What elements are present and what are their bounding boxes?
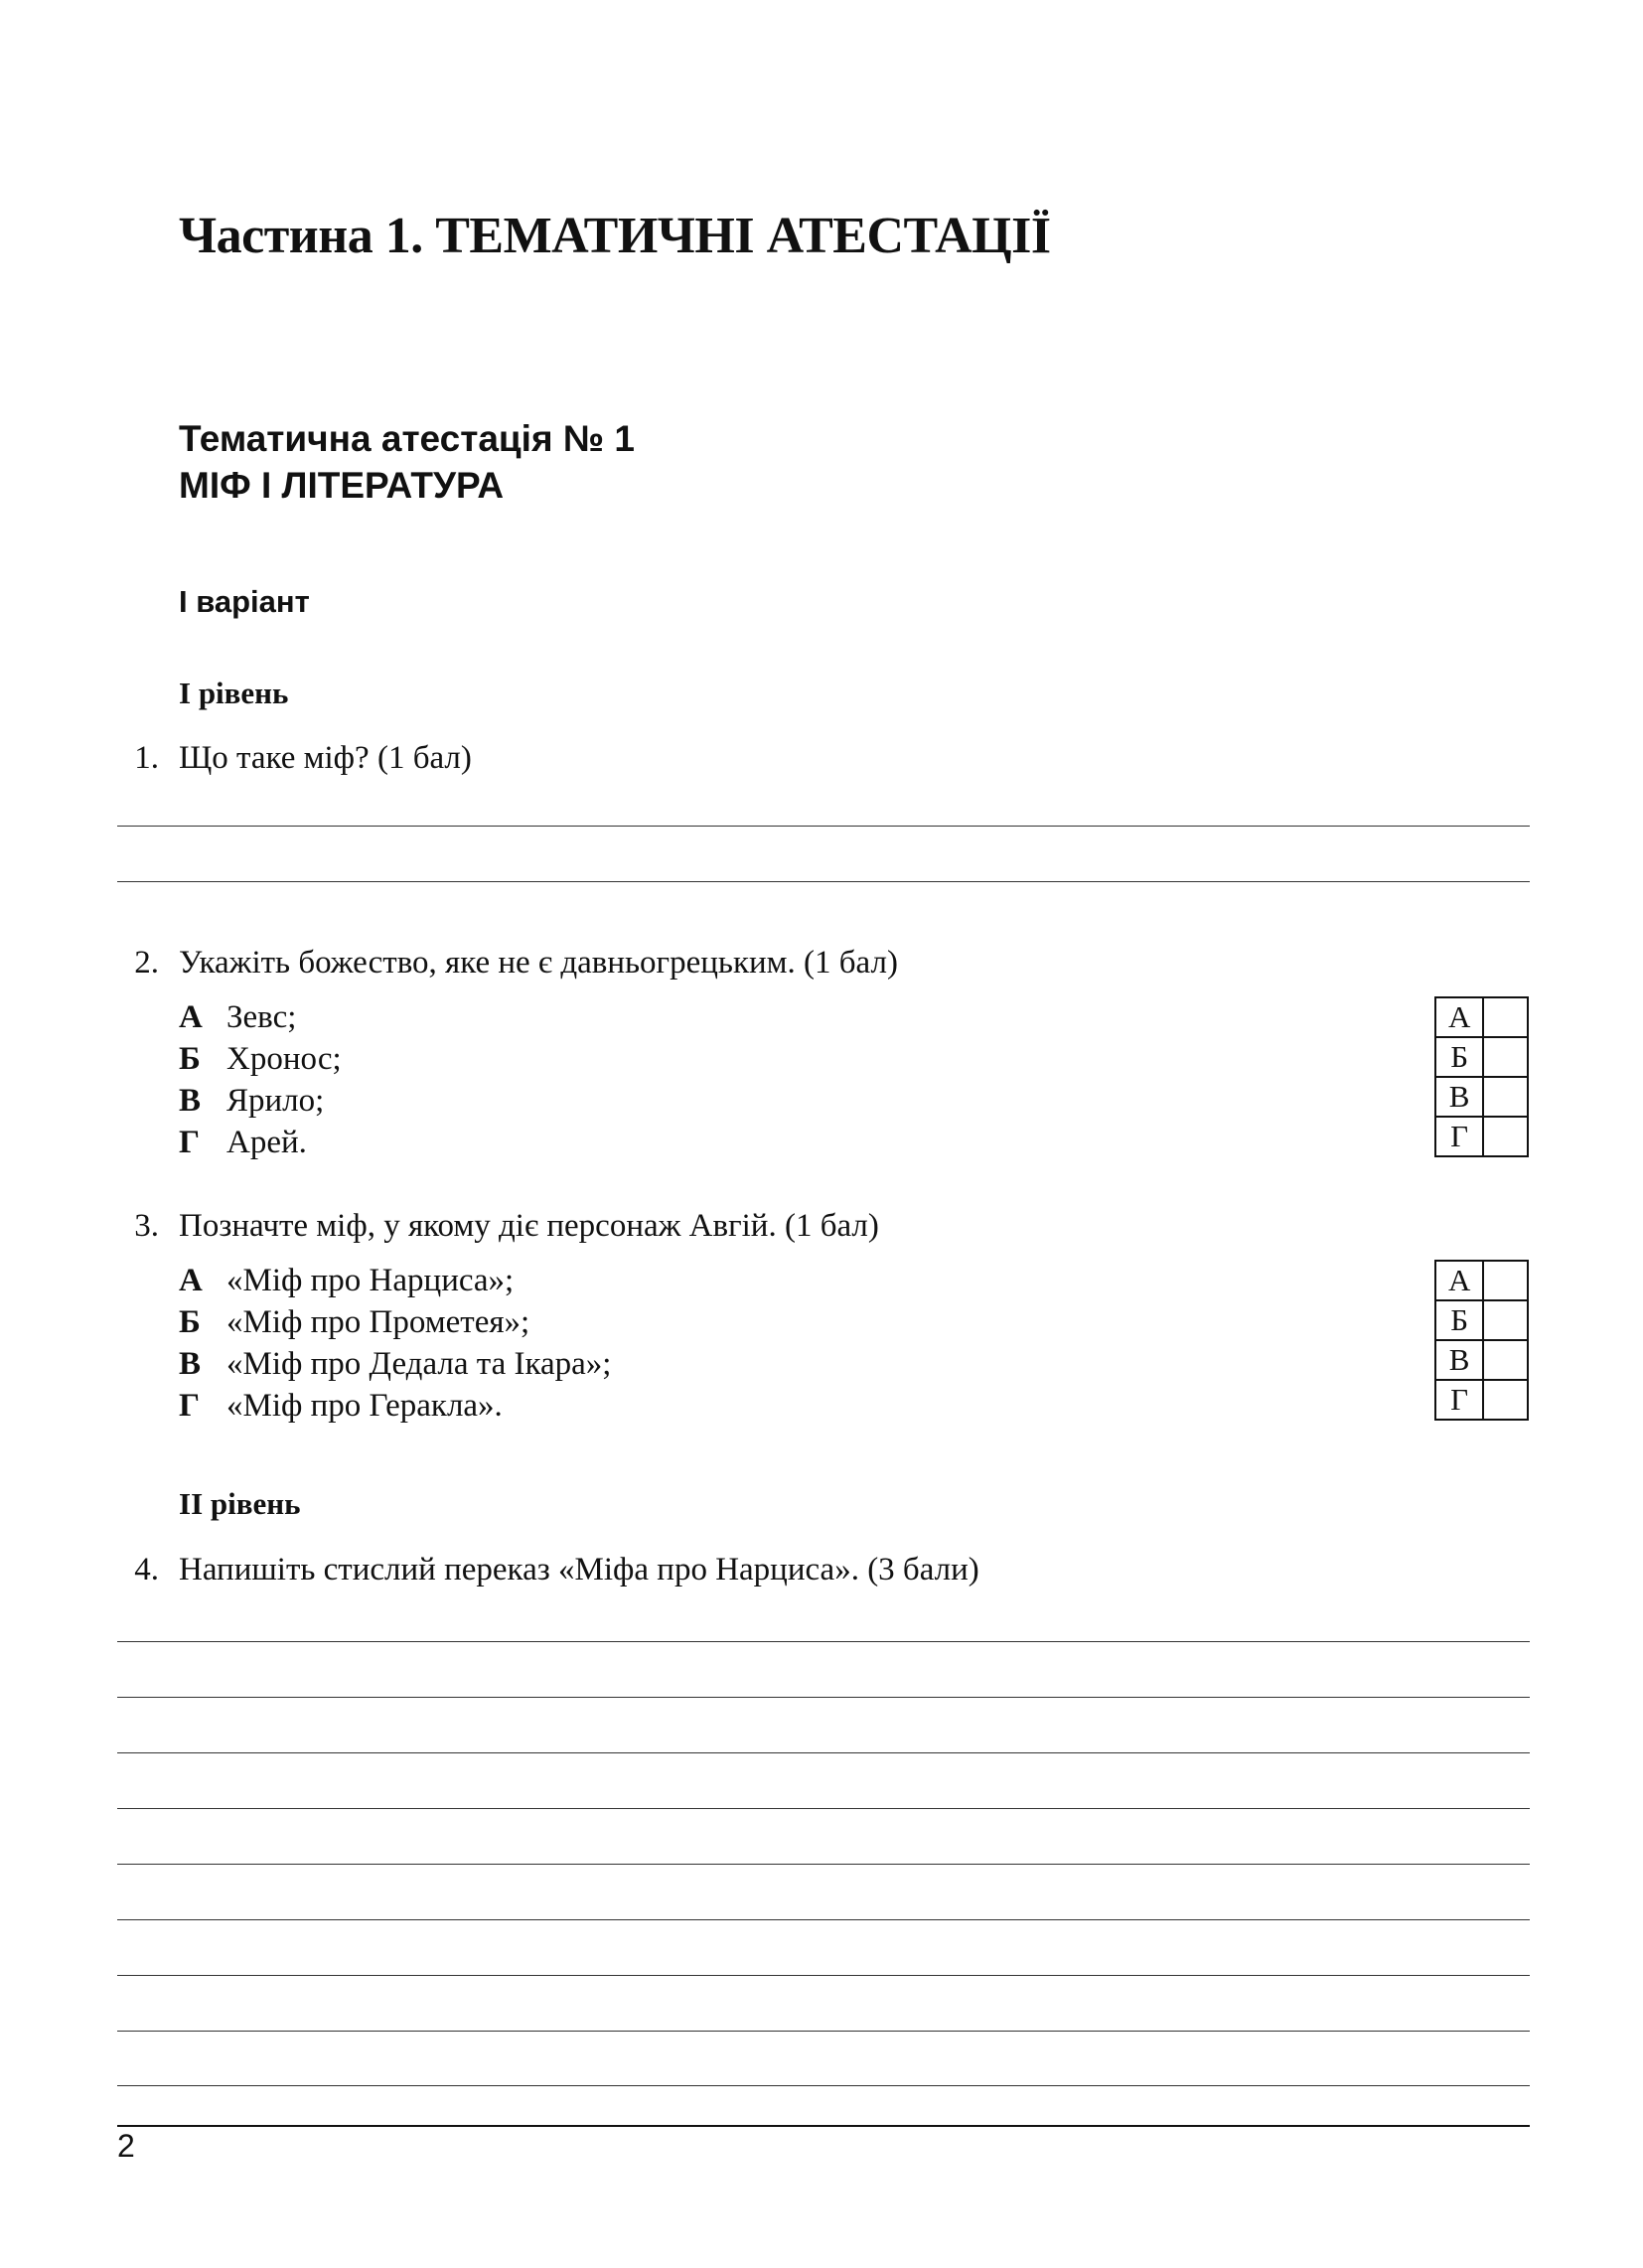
option-letter: Б — [179, 1304, 201, 1340]
question-3-option-a — [179, 1260, 514, 1301]
question-1-text: Що таке міф? (1 бал) — [179, 740, 472, 776]
answer-grid-row — [1435, 1340, 1528, 1380]
answer-grid-row — [1435, 1077, 1528, 1117]
option-text: «Міф про Геракла». — [226, 1388, 503, 1424]
answer-line[interactable] — [117, 2031, 1530, 2032]
option-letter: А — [179, 1263, 203, 1298]
answer-line[interactable] — [117, 1975, 1530, 1976]
level-1-heading: І рівень — [179, 676, 289, 710]
answer-checkbox[interactable] — [1483, 1077, 1528, 1117]
attestation-title — [179, 415, 635, 509]
answer-grid-label: А — [1435, 1261, 1483, 1300]
answer-checkbox[interactable] — [1483, 1380, 1528, 1420]
question-2-text: Укажіть божество, яке не є давньогрецьким. (1 бал) — [179, 945, 898, 981]
page-bottom-rule — [117, 2125, 1530, 2127]
answer-line[interactable] — [117, 1697, 1530, 1698]
answer-grid-row — [1435, 1300, 1528, 1340]
answer-grid-label: Б — [1435, 1300, 1483, 1340]
answer-grid-row — [1435, 1117, 1528, 1156]
answer-grid-label: В — [1435, 1077, 1483, 1117]
question-2-option-a — [179, 996, 296, 1038]
answer-checkbox[interactable] — [1483, 1261, 1528, 1300]
answer-line[interactable] — [117, 1808, 1530, 1809]
answer-grid-row — [1435, 1037, 1528, 1077]
option-letter: В — [179, 1346, 202, 1382]
option-text: «Міф про Дедала та Ікара»; — [226, 1346, 612, 1382]
answer-checkbox[interactable] — [1483, 1117, 1528, 1156]
answer-line[interactable] — [117, 881, 1530, 882]
option-letter: Г — [179, 1125, 200, 1160]
answer-grid-label: А — [1435, 997, 1483, 1037]
question-4-number: 4. — [134, 1552, 159, 1588]
option-text: Зевс; — [226, 999, 297, 1035]
answer-grid-label: В — [1435, 1340, 1483, 1380]
answer-grid-label: Г — [1435, 1380, 1483, 1420]
answer-grid-row — [1435, 997, 1528, 1037]
question-2-number: 2. — [134, 945, 159, 981]
level-2-heading: ІІ рівень — [179, 1486, 301, 1521]
attestation-title-line1: Тематична атестація № 1 — [179, 418, 635, 459]
question-3-option-b — [179, 1301, 529, 1343]
question-4-text: Напишіть стислий переказ «Міфа про Нарциса». (3 бали) — [179, 1552, 979, 1588]
answer-grid-row — [1435, 1261, 1528, 1300]
attestation-title-line2: МІФ І ЛІТЕРАТУРА — [179, 465, 505, 506]
option-letter: Б — [179, 1041, 201, 1077]
option-text: Хронос; — [226, 1041, 342, 1077]
question-3-option-c — [179, 1343, 611, 1385]
answer-line[interactable] — [117, 1641, 1530, 1642]
question-3-option-d — [179, 1385, 503, 1427]
answer-grid-label: Г — [1435, 1117, 1483, 1156]
question-1-number: 1. — [134, 740, 159, 776]
option-letter: В — [179, 1083, 202, 1119]
answer-line[interactable] — [117, 1752, 1530, 1753]
question-3-answer-grid — [1434, 1260, 1529, 1421]
answer-line[interactable] — [117, 1864, 1530, 1865]
option-text: «Міф про Нарциса»; — [226, 1263, 515, 1298]
option-letter: А — [179, 999, 203, 1035]
answer-checkbox[interactable] — [1483, 1340, 1528, 1380]
question-3-text: Позначте міф, у якому діє персонаж Авгій. (1 бал) — [179, 1208, 879, 1244]
option-letter: Г — [179, 1388, 200, 1424]
question-3-number: 3. — [134, 1208, 159, 1244]
option-text: «Міф про Прометея»; — [226, 1304, 530, 1340]
answer-grid-row — [1435, 1380, 1528, 1420]
question-2-option-d — [179, 1122, 307, 1163]
option-text: Арей. — [226, 1125, 307, 1160]
question-2-answer-grid — [1434, 996, 1529, 1157]
answer-grid-label: Б — [1435, 1037, 1483, 1077]
option-text: Ярило; — [226, 1083, 325, 1119]
page-number: 2 — [117, 2128, 135, 2164]
question-2-option-b — [179, 1038, 342, 1080]
answer-line[interactable] — [117, 2085, 1530, 2086]
answer-checkbox[interactable] — [1483, 1037, 1528, 1077]
answer-line[interactable] — [117, 1919, 1530, 1920]
answer-checkbox[interactable] — [1483, 1300, 1528, 1340]
answer-checkbox[interactable] — [1483, 997, 1528, 1037]
answer-line[interactable] — [117, 826, 1530, 827]
part-title: Частина 1. ТЕМАТИЧНІ АТЕСТАЦІЇ — [179, 208, 1051, 264]
variant-heading: І варіант — [179, 584, 310, 619]
question-2-option-c — [179, 1080, 324, 1122]
